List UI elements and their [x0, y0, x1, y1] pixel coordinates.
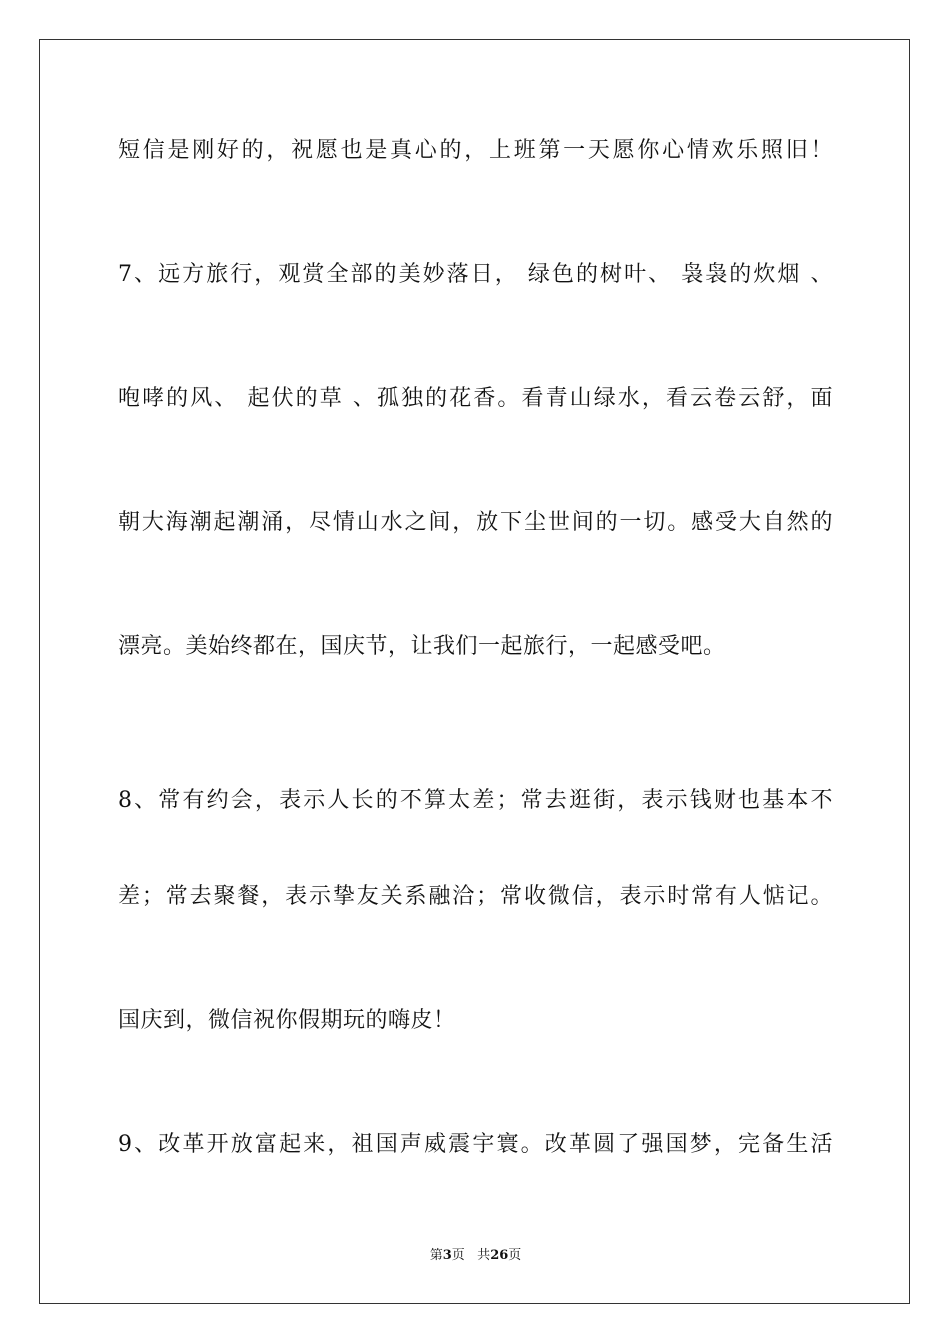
page-frame: [39, 39, 910, 1304]
page-number: 3: [442, 1248, 452, 1263]
text-line-1: 短信是刚好的，祝愿也是真心的，上班第一天愿你心情欢乐照旧！: [118, 138, 833, 163]
total-prefix: 共: [477, 1248, 491, 1263]
text-line-4: 朝大海潮起潮涌，尽情山水之间，放下尘世间的一切。感受大自然的: [118, 510, 833, 535]
page-prefix: 第: [429, 1248, 443, 1263]
text-line-3: 咆哮的风、 起伏的草 、孤独的花香。看青山绿水，看云卷云舒，面: [118, 386, 833, 411]
total-suffix: 页: [508, 1248, 522, 1263]
text-line-6: 8、常有约会，表示人长的不算太差；常去逛街，表示钱财也基本不: [118, 788, 833, 813]
text-line-8: 国庆到，微信祝你假期玩的嗨皮！: [118, 1008, 456, 1033]
text-line-7: 差；常去聚餐，表示挚友关系融洽；常收微信，表示时常有人惦记。: [118, 884, 833, 909]
text-line-2: 7、远方旅行，观赏全部的美妙落日， 绿色的树叶、 袅袅的炊烟 、: [118, 262, 833, 287]
text-line-5: 漂亮。美始终都在，国庆节，让我们一起旅行，一起感受吧。: [118, 634, 726, 659]
text-line-9: 9、改革开放富起来，祖国声威震宇寰。改革圆了强国梦，完备生活: [118, 1132, 833, 1157]
page-footer: [40, 1248, 911, 1264]
page-suffix: 页: [451, 1248, 465, 1263]
total-pages: 26: [490, 1248, 509, 1263]
